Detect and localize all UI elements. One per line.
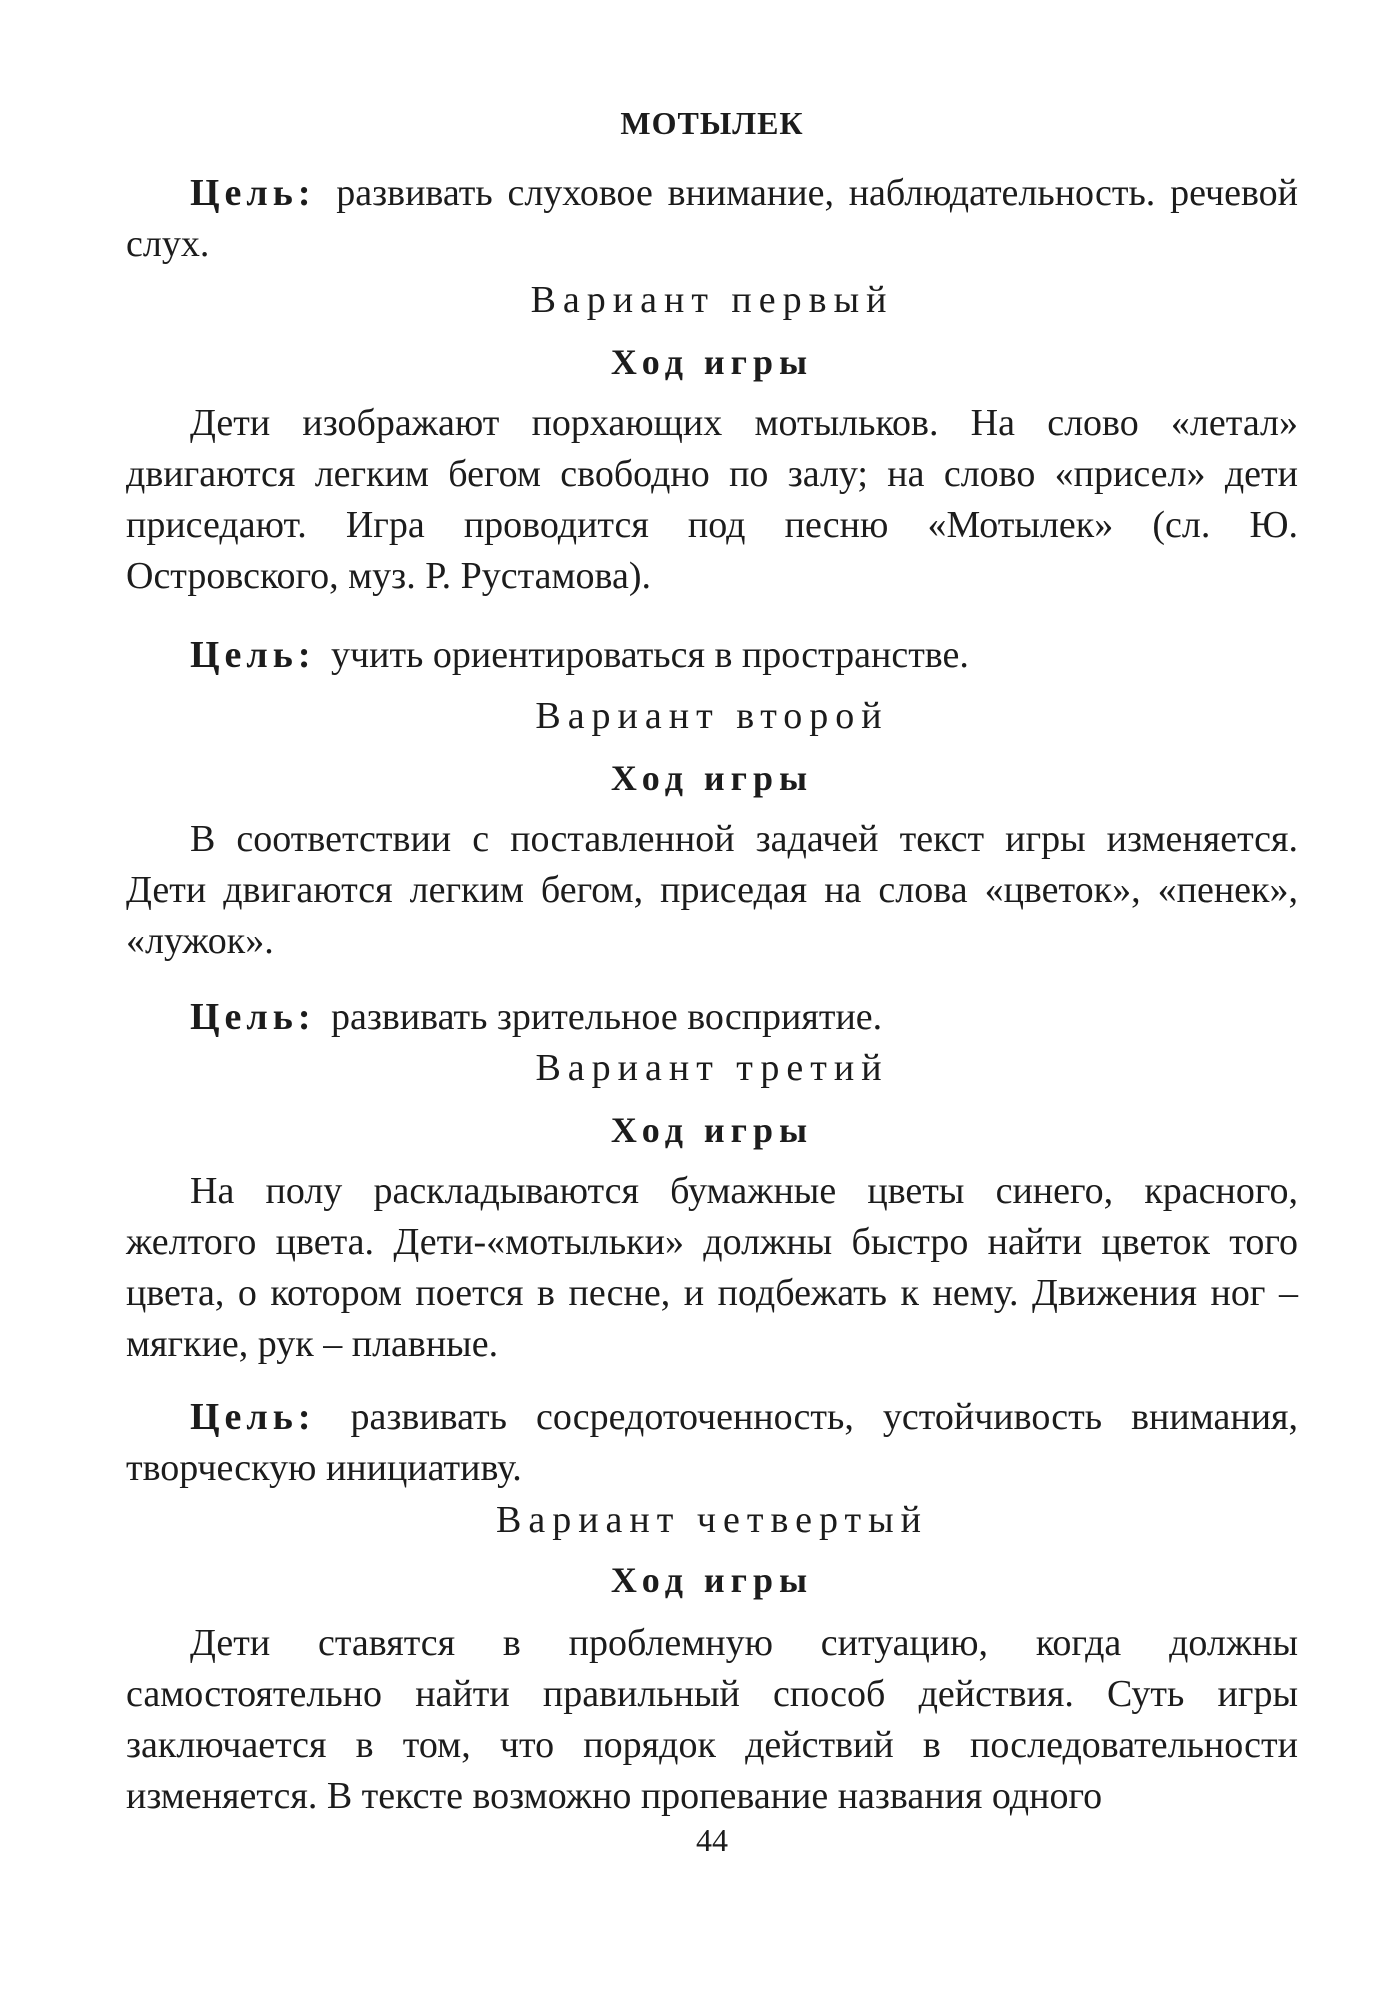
goal-label: Цель:: [190, 172, 316, 214]
page-number: 44: [696, 1822, 728, 1858]
course-heading-2: Ход игры: [610, 758, 814, 798]
goal-text: развивать слуховое внимание, наблюдательность. речевой слух.: [126, 172, 1298, 265]
goal-4: [126, 1392, 1298, 1494]
goal-label: Цель:: [190, 634, 316, 676]
variant-heading-1: Вариант первый: [530, 279, 894, 321]
page-title: МОТЫЛЕК: [620, 105, 804, 141]
course-heading-4: Ход игры: [610, 1560, 814, 1600]
paragraph-2: В соответствии с поставленной задачей текст игры изменяется. Дети двигаются легким бегом, приседая на слова «цветок», «пенек», «лужок».: [126, 818, 1298, 962]
goal-text: учить ориентироваться в пространстве.: [331, 634, 969, 676]
goal-text: развивать зрительное восприятие.: [331, 996, 883, 1038]
paragraph-4: Дети ставятся в проблемную ситуацию, когда должны самостоятельно найти правильный способ действия. Суть игры заключается в том, что порядок действий в последовательности изменяется. В тексте возможно пропевание названия одного: [126, 1622, 1298, 1817]
goal-label: Цель:: [190, 996, 316, 1038]
course-heading-1: Ход игры: [610, 342, 814, 382]
goal-label: Цель:: [190, 1396, 316, 1438]
variant-heading-2: Вариант второй: [535, 695, 889, 737]
goal-3: [126, 992, 1298, 1043]
paragraph-3: На полу раскладываются бумажные цветы синего, красного, желтого цвета. Дети-«мотыльки» должны быстро найти цветок того цвета, о котором поется в песне, и подбежать к нему. Движения ног – мягкие, рук – плавные.: [126, 1170, 1298, 1365]
variant-heading-3: Вариант третий: [535, 1047, 889, 1089]
paragraph-1: Дети изображают порхающих мотыльков. На слово «летал» двигаются легким бегом свободно по залу; на слово «присел» дети приседают. Игра проводится под песню «Мотылек» (сл. Ю. Островского, муз. Р. Рустамова).: [126, 402, 1298, 597]
variant-heading-4: Вариант четвертый: [496, 1499, 928, 1541]
goal-1: [126, 168, 1298, 270]
goal-text: развивать сосредоточенность, устойчивость внимания, творческую инициативу.: [126, 1396, 1299, 1489]
goal-2: [126, 630, 1298, 681]
course-heading-3: Ход игры: [610, 1110, 814, 1150]
